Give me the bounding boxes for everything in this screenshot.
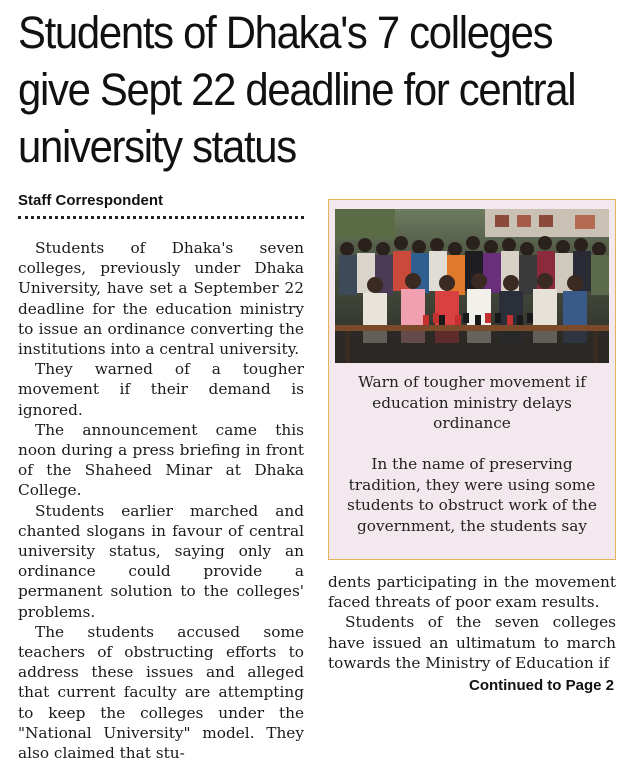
paragraph: Students of the seven colleges have issued an ultimatum to march towards the Ministry of Education if xyxy=(328,613,616,672)
paragraph-continuation: dents participating in the movement faced threats of poor exam results. xyxy=(328,573,616,612)
photo-illustration xyxy=(335,209,609,363)
paragraph: They warned of a tougher movement if their demand is ignored. xyxy=(18,360,304,419)
paragraph: Students of Dhaka's seven colleges, previously under Dhaka University, have set a September 22 deadline for the education ministry to issue an ordinance converting the institutions into a central university. xyxy=(18,239,304,359)
byline: Staff Correspondent xyxy=(18,192,164,209)
pull-quote: In the name of preserving tradition, they were using some students to obstruct work of the government, the students say xyxy=(347,455,597,535)
left-column xyxy=(18,238,304,763)
paragraph: Students earlier marched and chanted slogans in favour of central university status, saying only an ordinance could provide a permanent solution to the colleges' problems. xyxy=(18,501,304,621)
right-column xyxy=(328,572,616,673)
sidebar-box xyxy=(328,199,616,560)
press-briefing-photo xyxy=(335,209,609,363)
photo-caption: Warn of tougher movement if education ministry delays ordinance xyxy=(358,373,586,432)
paragraph-split xyxy=(18,622,304,763)
dotted-divider xyxy=(18,216,304,219)
continued-to-page: Continued to Page 2 xyxy=(468,677,614,694)
headline: Students of Dhaka's 7 colleges give Sept 22 deadline for central university status xyxy=(18,7,576,172)
paragraph-first-part: The students accused some teachers of obstructing efforts to address these issues and alleged that current faculty are attempting to keep the colleges under the "National University" model. They also claimed that stu- xyxy=(18,622,304,763)
paragraph: The announcement came this noon during a press briefing in front of the Shaheed Minar at Dhaka College. xyxy=(18,420,304,500)
